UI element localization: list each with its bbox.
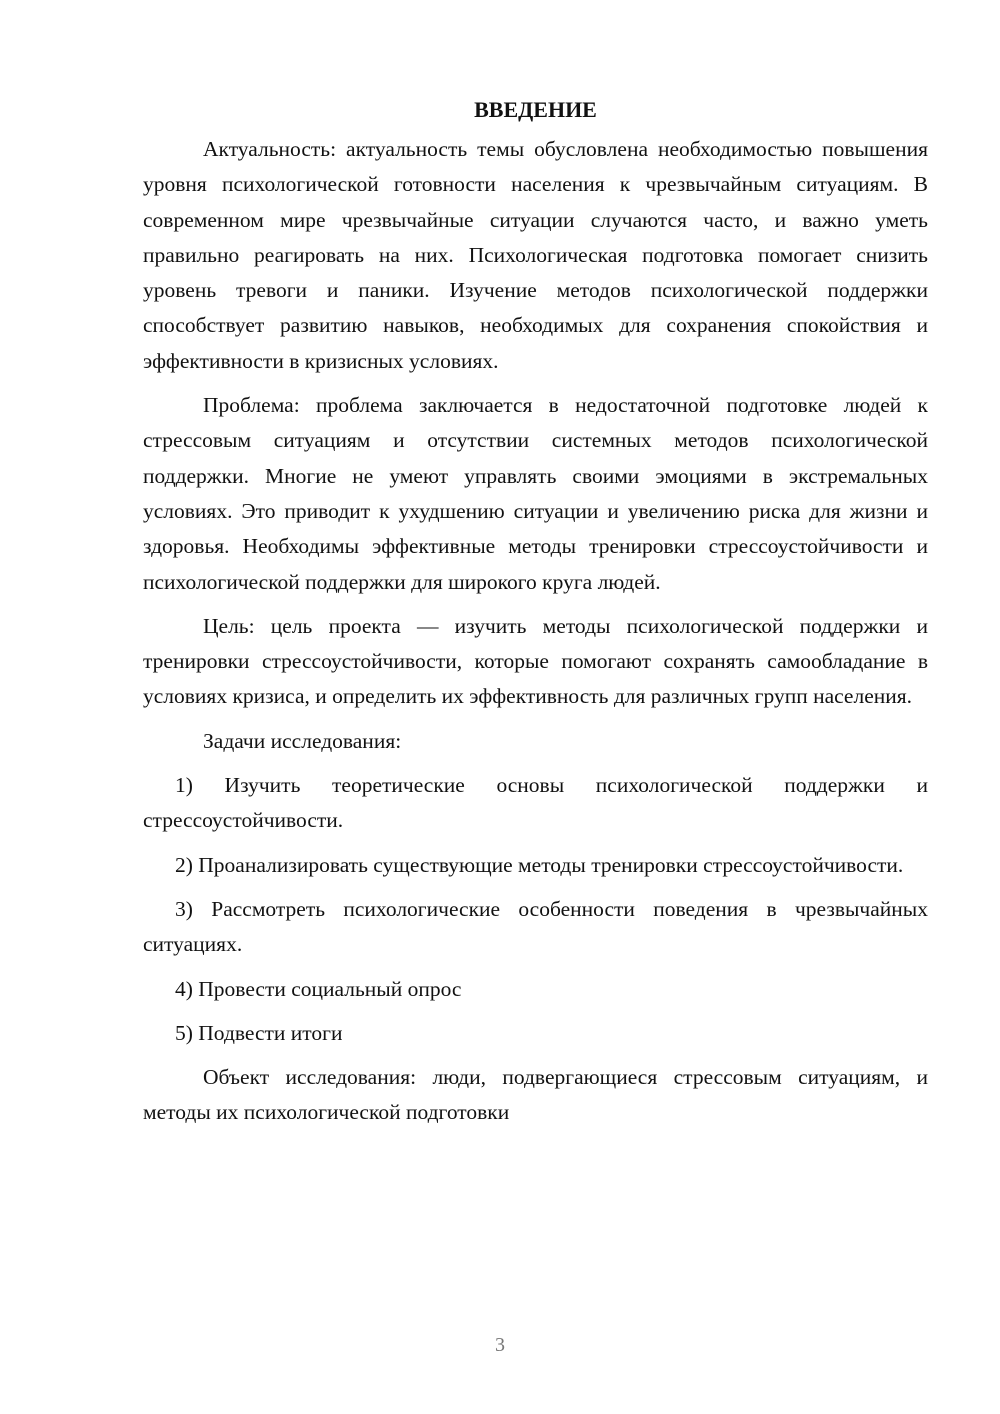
list-item: 2) Проанализировать существующие методы тренировки стрессоустойчивости. — [175, 852, 904, 877]
paragraph-goal: Цель: цель проекта — изучить методы психологической поддержки и тренировки стрессоустойчивости, которые помогают сохранять самообладание в условиях кризиса, и определить их эффективность для различных групп населения. — [143, 613, 928, 709]
tasks-list — [143, 768, 928, 1051]
paragraph-relevance: Актуальность: актуальность темы обусловлена необходимостью повышения уровня психологической готовности населения к чрезвычайным ситуациям. В современном мире чрезвычайные ситуации случаются часто, и важно уметь правильно реагировать на них. Психологическая подготовка помогает снизить уровень тревоги и паники. Изучение методов психологической поддержки способствует развитию навыков, необходимых для сохранения спокойствия и эффективности в кризисных условиях. — [143, 137, 928, 373]
document-page — [143, 92, 928, 1140]
page-number: 3 — [495, 1334, 505, 1356]
list-item: 5) Подвести итоги — [175, 1020, 343, 1045]
list-item: 3) Рассмотреть психологические особенности поведения в чрезвычайных ситуациях. — [143, 896, 928, 957]
paragraph-problem: Проблема: проблема заключается в недостаточной подготовке людей к стрессовым ситуациям и отсутствии системных методов психологической поддержки. Многие не умеют управлять своими эмоциями в экстремальных условиях. Это приводит к ухудшению ситуации и увеличению риска для жизни и здоровья. Необходимы эффективные методы тренировки стрессоустойчивости и психологической поддержки для широкого круга людей. — [143, 393, 928, 594]
list-item: 1) Изучить теоретические основы психологической поддержки и стрессоустойчивости. — [143, 773, 928, 833]
paragraph-object: Объект исследования: люди, подвергающиеся стрессовым ситуациям, и методы их психологической подготовки — [143, 1065, 928, 1125]
list-item: 4) Провести социальный опрос — [175, 976, 462, 1001]
page-title: ВВЕДЕНИЕ — [474, 97, 597, 122]
tasks-heading: Задачи исследования: — [203, 728, 402, 753]
